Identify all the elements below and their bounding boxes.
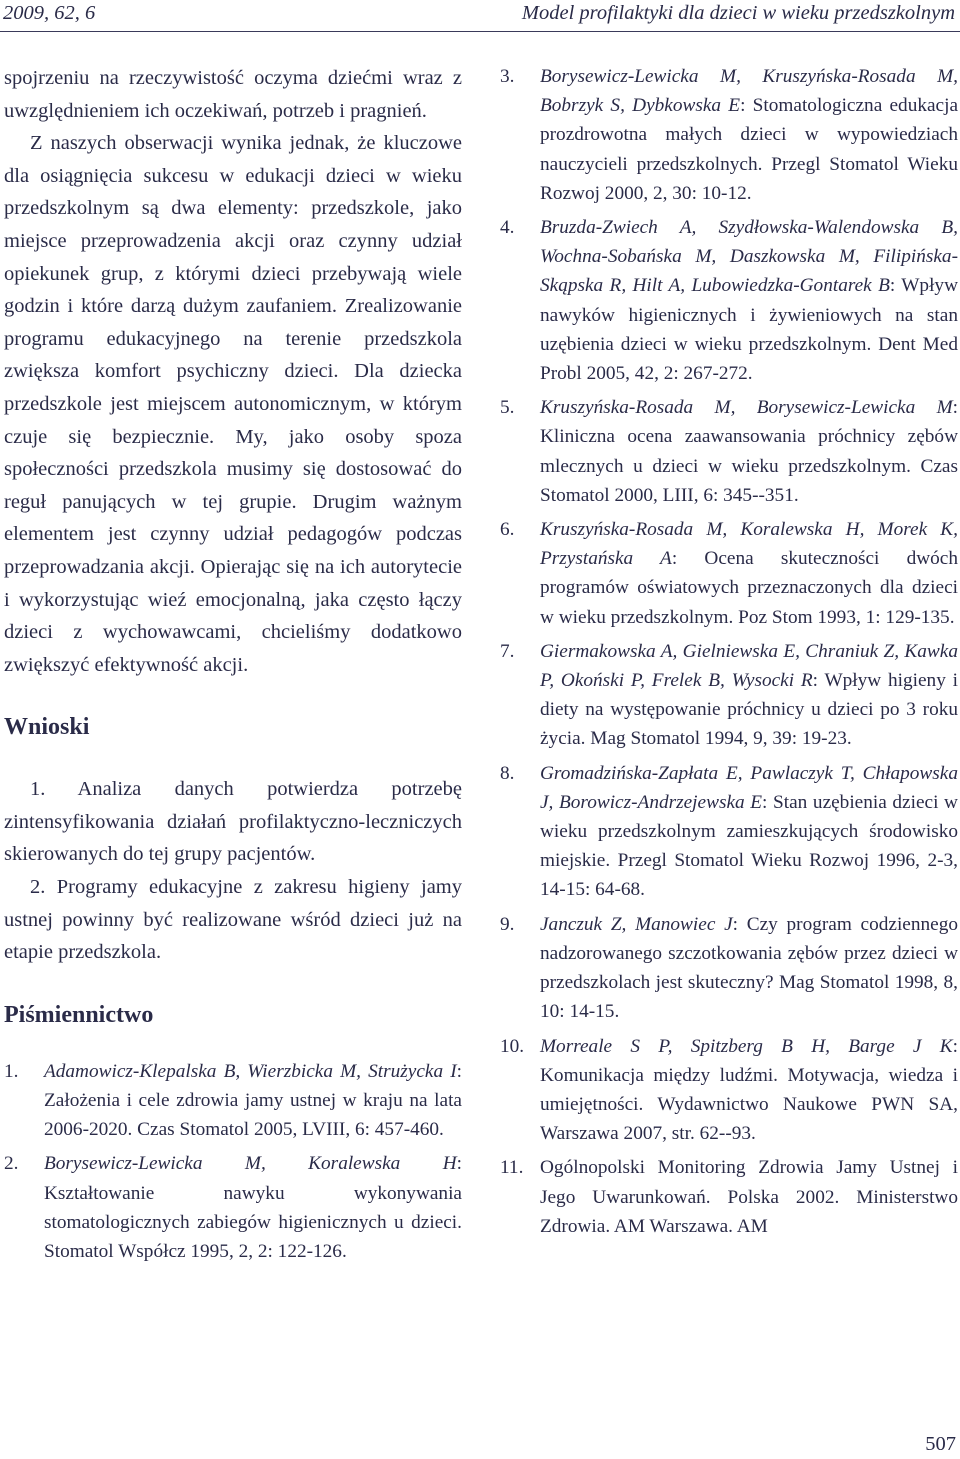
reference-number: 1. (4, 1060, 19, 1082)
reference-body (540, 637, 958, 754)
body-paragraph: Z naszych obserwacji wynika jednak, że kluczowe dla osiągnięcia sukcesu w edukacji dzieci w wieku przedszkolnym są dwa elementy: przedszkole, jako miejsce przeprowadzenia akcji oraz czynny udział opiekunek grup, z którymi dzieci przebywają wiele godzin i które darzą dużym zaufaniem. Zrealizowanie programu edukacyjnego na terenie przedszkola zwiększa komfort psychiczny dzieci. Dla dziecka przedszkole jest miejscem autonomicznym, w którym czuje się bezpiecznie. My, jako osoby spoza społeczności przedszkola musimy się dostosować do reguł panujących w tej grupie. Drugim ważnym elementem jest czynny udział pedagogów podczas przeprowadzania akcji. Opierając się na ich autorytecie i wykorzystując wieź emocjonalną, jaka często łączy dzieci z wychowawcami, chcieliśmy dodatkowo zwiększyć efektywność akcji. (4, 132, 462, 676)
reference-item (500, 637, 958, 754)
conclusions-heading: Wnioski (4, 714, 90, 741)
reference-authors: Kruszyńska-Rosada M, Koralewska H, Morek K, Przystańska A (540, 519, 958, 570)
reference-item (500, 910, 958, 1027)
reference-text: : Ocena skuteczności dwóch programów oświatowych przeznaczonych dla dzieci w wieku przedszkolnym. Poz Stom 1993, 1: 129-135. (540, 548, 959, 628)
running-header (0, 0, 960, 34)
reference-body (540, 515, 958, 632)
references-heading: Piśmiennictwo (4, 1001, 154, 1028)
left-column (4, 62, 462, 1271)
reference-number: 9. (500, 913, 515, 935)
reference-number: 7. (500, 640, 515, 662)
reference-list-left (4, 1057, 462, 1266)
reference-text: : Komunikacja między ludźmi. Motywacja, wiedza i umiejętności. Wydawnictwo Naukowe PWN SA, Warszawa 2007, str. 62--93. (540, 1035, 958, 1145)
reference-body (540, 62, 958, 208)
reference-authors: Janczuk Z, Manowiec J (540, 913, 733, 935)
reference-body (540, 910, 958, 1027)
reference-item (500, 62, 958, 208)
reference-authors: Giermakowska A, Gielniewska E, Chraniuk Z, Kawka P, Okoński P, Frelek B, Wysocki R (540, 640, 958, 692)
reference-text: Ogólnopolski Monitoring Zdrowia Jamy Ustnej i Jego Uwarunkowań. Polska 2002. Ministerstwo Zdrowia. AM Warszawa. AM (540, 1157, 958, 1237)
reference-text: : Kształtowanie nawyku wykonywania stomatologicznych zabiegów higienicznych u dzieci. Stomatol Współcz 1995, 2, 2: 122-126. (44, 1153, 462, 1263)
reference-body (540, 1032, 958, 1149)
reference-item (500, 1032, 958, 1149)
reference-item (4, 1149, 462, 1266)
reference-authors: Gromadzińska-Zapłata E, Pawlaczyk T, Chłapowska J, Borowicz-Andrzejewska E (540, 762, 958, 813)
reference-item (500, 515, 958, 632)
reference-text: : Kliniczna ocena zaawansowania próchnicy zębów mlecznych u dzieci w wieku przedszkolnym. Czas Stomatol 2000, LIII, 6: 345--351. (540, 397, 958, 506)
reference-item (500, 213, 958, 388)
page-number: 507 (925, 1433, 956, 1455)
reference-body (44, 1149, 462, 1266)
reference-item (500, 393, 958, 510)
reference-body (540, 1153, 958, 1241)
reference-number: 11. (500, 1157, 524, 1179)
reference-authors: Adamowicz-Klepalska B, Wierzbicka M, Strużycka I (44, 1060, 457, 1082)
reference-number: 6. (500, 519, 515, 541)
reference-text: : Wpływ higieny i diety na występowanie próchnicy u dzieci po 3 roku życia. Mag Stomatol 1994, 9, 39: 19-23. (540, 670, 958, 750)
reference-authors: Borysewicz-Lewicka M, Koralewska H (44, 1153, 457, 1175)
article-running-title: Model profilaktyki dla dzieci w wieku przedszkolnym (521, 2, 955, 24)
reference-authors: Bruzda-Zwiech A, Szydłowska-Walendowska B, Wochna-Sobańska M, Daszkowska M, Filipińska-Skąpska R, Hilt A, Lubowiedzka-Gontarek B (540, 217, 958, 297)
reference-item (4, 1057, 462, 1145)
reference-authors: Borysewicz-Lewicka M, Kruszyńska-Rosada M, Bobrzyk S, Dybkowska E (540, 66, 958, 117)
conclusion-item: 2. Programy edukacyjne z zakresu higieny jamy ustnej powinny być realizowane wśród dzieci już na etapie przedszkola. (4, 876, 462, 964)
reference-item (500, 759, 958, 905)
right-column (500, 62, 958, 1246)
header-rule (0, 31, 960, 32)
reference-body (540, 759, 958, 905)
reference-body (540, 393, 958, 510)
reference-text: : Założenia i cele zdrowia jamy ustnej w kraju na lata 2006-2020. Czas Stomatol 2005, LVIII, 6: 457-460. (44, 1060, 462, 1141)
reference-list-right (500, 62, 958, 1241)
reference-text: : Wpływ nawyków higienicznych i żywieniowych na stan uzębienia dzieci w wieku przedszkolnym. Dent Med Probl 2005, 42, 2: 267-272. (540, 275, 958, 385)
reference-body (540, 213, 958, 388)
reference-number: 3. (500, 66, 515, 87)
reference-number: 2. (4, 1153, 19, 1175)
reference-authors: Kruszyńska-Rosada M, Borysewicz-Lewicka M (540, 397, 953, 419)
reference-number: 10. (500, 1035, 525, 1057)
reference-number: 5. (500, 397, 515, 419)
reference-item (500, 1153, 958, 1241)
journal-issue: 2009, 62, 6 (3, 2, 96, 24)
reference-authors: Morreale S P, Spitzberg B H, Barge J K (540, 1035, 953, 1057)
reference-text: : Czy program codziennego nadzorowanego szczotkowania zębów przez dzieci w przedszkolach jest skuteczny? Mag Stomatol 1998, 8, 10: 14-15. (540, 913, 958, 1023)
reference-body (44, 1057, 462, 1145)
reference-number: 8. (500, 762, 515, 784)
conclusion-item: 1. Analiza danych potwierdza potrzebę zintensyfikowania działań profilaktyczno-leczniczych skierowanych do tej grupy pacjentów. (4, 778, 462, 866)
body-paragraph: spojrzeniu na rzeczywistość oczyma dziećmi wraz z uwzględnieniem ich oczekiwań, potrzeb i pragnień. (4, 67, 462, 122)
reference-number: 4. (500, 217, 515, 239)
reference-text: : Stomatologiczna edukacja prozdrowotna małych dzieci w wypowiedziach nauczycieli przedszkolnych. Przegl Stomatol Wieku Rozwoj 2000, 2, 30: 10-12. (540, 95, 959, 204)
reference-text: : Stan uzębienia dzieci w wieku przedszkolnym zamieszkujących środowisko miejskie. Przegl Stomatol Wieku Rozwoj 1996, 2-3, 14-15: 64-68. (540, 791, 958, 901)
